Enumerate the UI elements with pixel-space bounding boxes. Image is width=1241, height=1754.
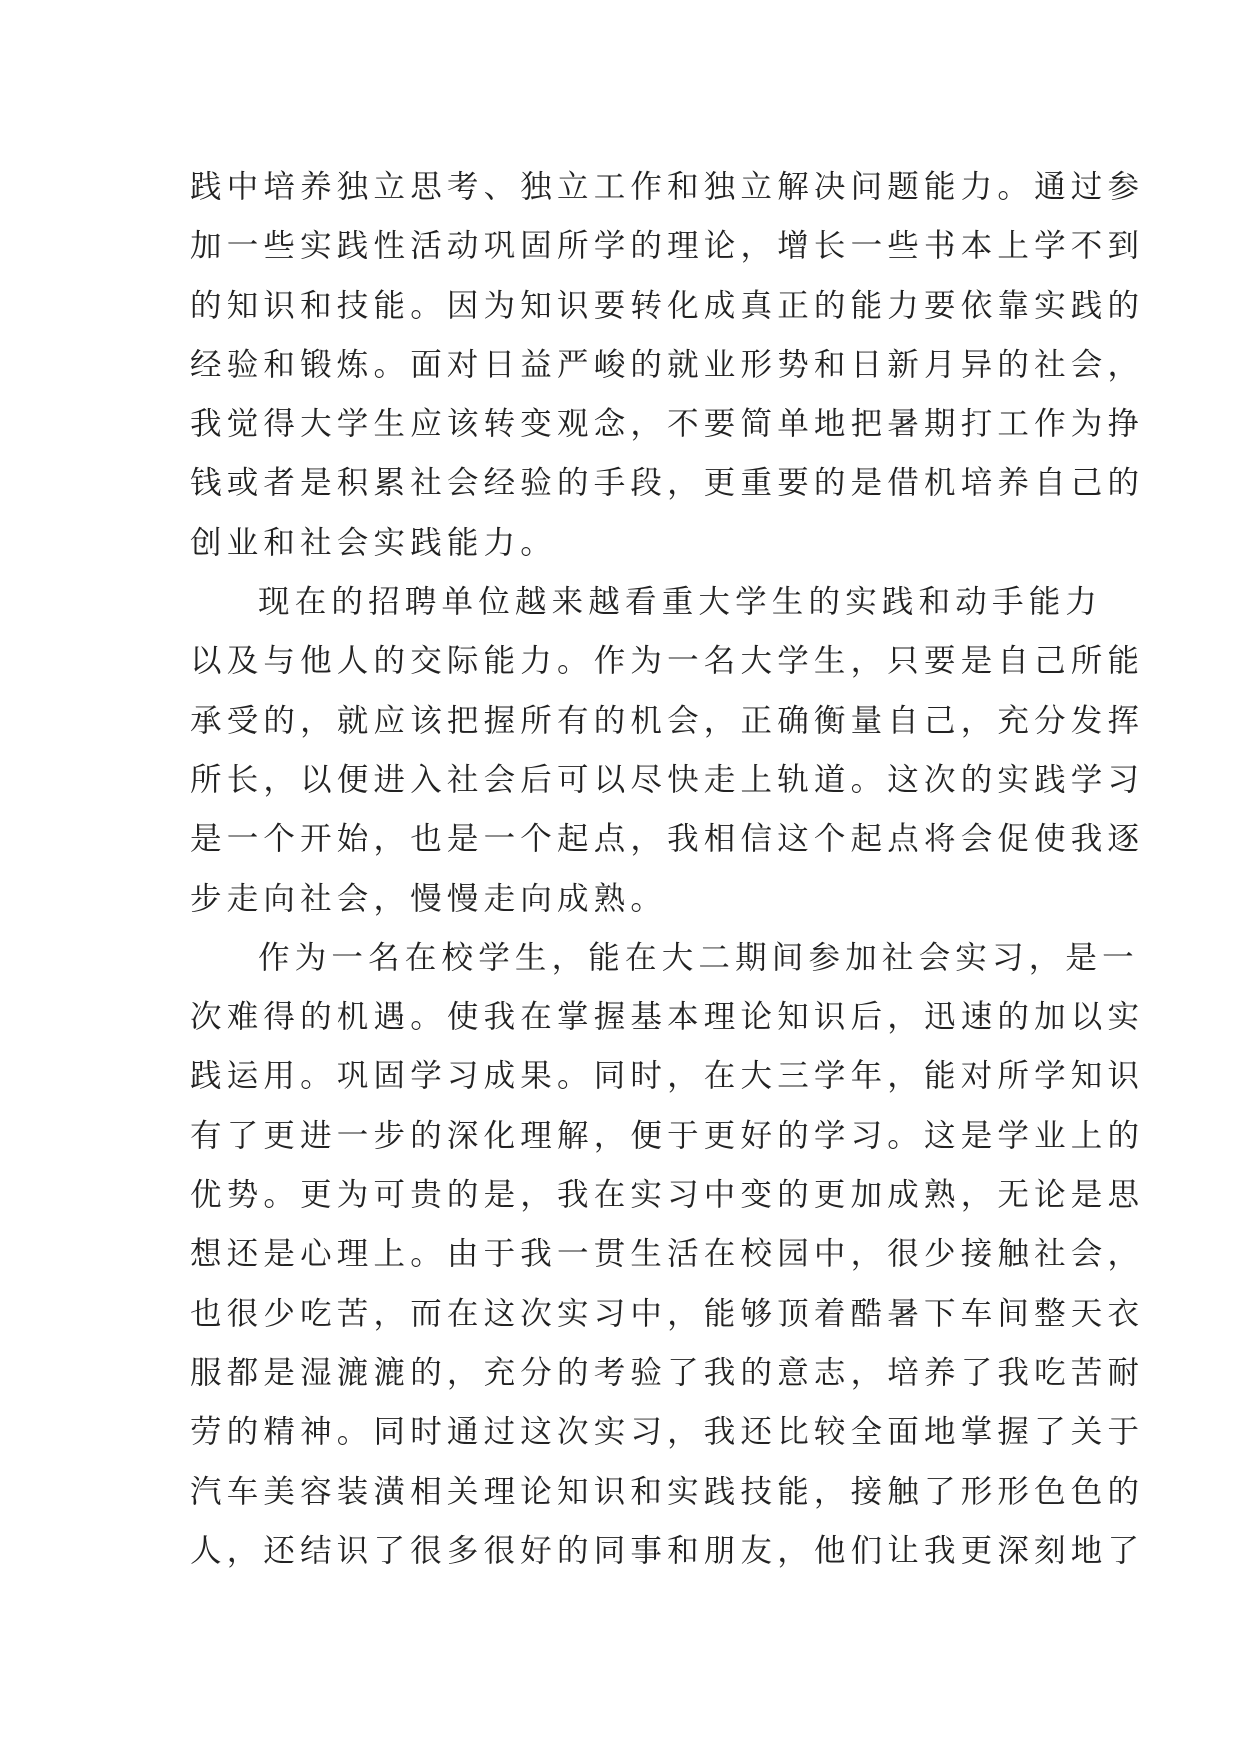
text-line: 次难得的机遇。使我在掌握基本理论知识后，迅速的加以实 [190, 999, 1145, 1036]
text-line: 创业和社会实践能力。 [190, 524, 558, 561]
text-line: 践运用。巩固学习成果。同时，在大三学年，能对所学知识 [190, 1058, 1145, 1095]
text-line: 是一个开始，也是一个起点，我相信这个起点将会促使我逐 [190, 821, 1145, 858]
text-line: 的知识和技能。因为知识要转化成真正的能力要依靠实践的 [190, 287, 1145, 324]
text-line: 践中培养独立思考、独立工作和独立解决问题能力。通过参 [190, 169, 1145, 205]
paragraph-start-line: 作为一名在校学生，能在大二期间参加社会实习，是一 [258, 939, 1139, 976]
text-line: 以及与他人的交际能力。作为一名大学生，只要是自己所能 [190, 643, 1145, 680]
text-line: 服都是湿漉漉的，充分的考验了我的意志，培养了我吃苦耐 [190, 1354, 1145, 1391]
text-line: 经验和锻炼。面对日益严峻的就业形势和日新月异的社会， [190, 346, 1145, 383]
text-line: 我觉得大学生应该转变观念，不要简单地把暑期打工作为挣 [190, 406, 1145, 443]
text-line: 也很少吃苦，而在这次实习中，能够顶着酷暑下车间整天衣 [190, 1295, 1145, 1332]
text-line: 步走向社会，慢慢走向成熟。 [190, 880, 668, 917]
text-line: 有了更进一步的深化理解，便于更好的学习。这是学业上的 [190, 1117, 1145, 1154]
text-line: 优势。更为可贵的是，我在实习中变的更加成熟，无论是思 [190, 1177, 1145, 1214]
text-line: 钱或者是积累社会经验的手段，更重要的是借机培养自己的 [190, 465, 1145, 502]
text-line: 想还是心理上。由于我一贯生活在校园中，很少接触社会， [190, 1236, 1145, 1273]
text-line: 人，还结识了很多很好的同事和朋友，他们让我更深刻地了 [190, 1532, 1145, 1569]
text-line: 承受的，就应该把握所有的机会，正确衡量自己，充分发挥 [190, 702, 1145, 739]
paragraph-start-line: 现在的招聘单位越来越看重大学生的实践和动手能力 [258, 584, 1103, 621]
text-line: 加一些实践性活动巩固所学的理论，增长一些书本上学不到 [190, 228, 1145, 265]
text-line: 劳的精神。同时通过这次实习，我还比较全面地掌握了关于 [190, 1414, 1145, 1451]
body-text [190, 158, 1145, 1581]
text-line: 汽车美容装潢相关理论知识和实践技能，接触了形形色色的 [190, 1473, 1145, 1510]
text-line: 所长，以便进入社会后可以尽快走上轨道。这次的实践学习 [190, 761, 1145, 798]
